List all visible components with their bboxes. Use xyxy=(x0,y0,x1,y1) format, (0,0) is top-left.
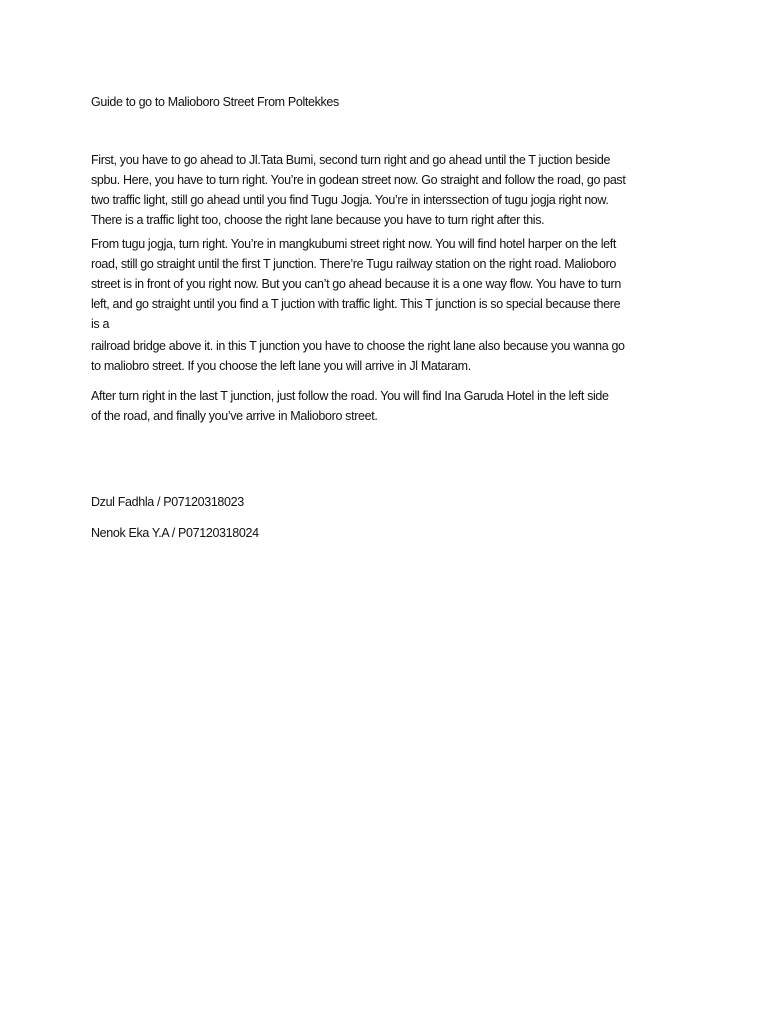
paragraph-2: From tugu jogja, turn right. You’re in mangkubumi street right now. You will find hotel harper on the left road, still go straight until the first T junction. There’re Tugu railway station on the right road. Malioboro street is in front of you right now. But you can’t go ahead because it is a one way flow. You have to turn left, and go straight until you find a T juction with traffic light. This T junction is so special because there is a xyxy=(91,237,621,331)
paragraph-1: First, you have to go ahead to Jl.Tata Bumi, second turn right and go ahead until the T juction beside spbu. Here, you have to turn right. You’re in godean street now. Go straight and follow the road, go past two traffic light, still go ahead until you find Tugu Jogja. You’re in interssection of tugu jogja right now. There is a traffic light too, choose the right lane because you have to turn right after this. xyxy=(91,153,626,227)
author-line-2: Nenok Eka Y.A / P07120318024 xyxy=(91,526,259,540)
paragraph-3: railroad bridge above it. in this T junction you have to choose the right lane also because you wanna go to maliobro street. If you choose the left lane you will arrive in Jl Mataram. xyxy=(91,339,625,373)
document-title: Guide to go to Malioboro Street From Poltekkes xyxy=(91,95,339,109)
paragraph-4: After turn right in the last T junction, just follow the road. You will find Ina Garuda Hotel in the left side of the road, and finally you’ve arrive in Malioboro street. xyxy=(91,389,609,423)
author-line-1: Dzul Fadhla / P07120318023 xyxy=(91,495,244,509)
